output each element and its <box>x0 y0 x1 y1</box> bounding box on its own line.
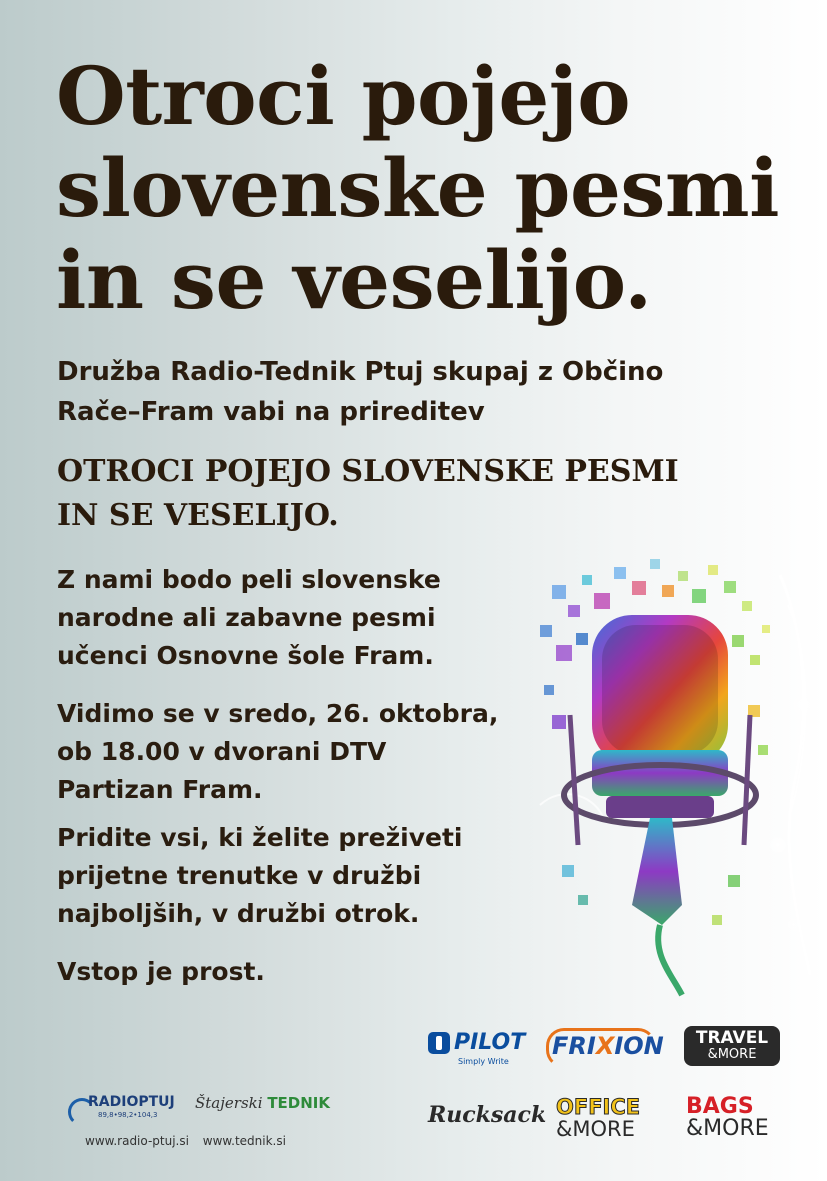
frixion-x: X <box>595 1032 615 1060</box>
paragraph-line: narodne ali zabavne pesmi <box>57 603 436 632</box>
intro-text <box>57 352 663 432</box>
paragraph-line: učenci Osnovne šole Fram. <box>57 641 434 670</box>
date-venue-paragraph <box>57 695 498 809</box>
paragraph-line: prijetne trenutke v družbi <box>57 861 422 890</box>
intro-line: Rače–Fram vabi na prireditev <box>57 397 485 427</box>
paragraph-line: Partizan Fram. <box>57 775 263 804</box>
paragraph-line: Z nami bodo peli slovenske <box>57 565 441 594</box>
subhead-line: OTROCI POJEJO SLOVENSKE PESMI <box>57 454 679 489</box>
radio-frequencies: 89,8•98,2•104,3 <box>98 1111 158 1119</box>
free-entry-paragraph <box>57 953 265 991</box>
stajerski-tednik-logo <box>195 1094 330 1112</box>
paper-name-bold: TEDNIK <box>267 1094 331 1112</box>
subhead-line: IN SE VESELIJO. <box>57 498 339 533</box>
office-line: &MORE <box>556 1117 635 1141</box>
frixion-text: ION <box>614 1032 664 1060</box>
website-links <box>85 1134 296 1148</box>
microphone-illustration <box>532 545 822 1000</box>
frixion-logo <box>552 1032 664 1060</box>
bags-more-logo <box>686 1096 769 1140</box>
bags-line: &MORE <box>686 1116 769 1141</box>
office-more-logo <box>556 1096 640 1140</box>
title-line: Otroci pojejo <box>56 49 631 143</box>
tednik-url-link[interactable]: www.tednik.si <box>202 1134 286 1148</box>
pilot-name: PILOT <box>454 1030 526 1055</box>
performers-paragraph <box>57 561 441 675</box>
paragraph-line: Vidimo se v sredo, 26. oktobra, <box>57 699 499 728</box>
travel-line: &MORE <box>707 1047 757 1062</box>
radio-url-link[interactable]: www.radio-ptuj.si <box>85 1134 189 1148</box>
paragraph-line: Vstop je prost. <box>57 957 265 986</box>
paper-name-italic: Štajerski <box>195 1094 263 1112</box>
bags-line: BAGS <box>686 1094 754 1119</box>
paragraph-line: ob 18.00 v dvorani DTV <box>57 737 387 766</box>
paragraph-line: najboljših, v družbi otrok. <box>57 899 420 928</box>
travel-more-logo <box>684 1026 780 1066</box>
frixion-text: FRI <box>552 1032 596 1060</box>
title-line: slovenske pesmi <box>56 141 779 235</box>
poster-title <box>56 50 779 326</box>
invitation-paragraph <box>57 819 462 933</box>
intro-line: Družba Radio-Tednik Ptuj skupaj z Občino <box>57 357 664 387</box>
pilot-mark-icon <box>428 1032 450 1054</box>
rucksack-logo: Rucksack <box>428 1102 547 1128</box>
travel-line: TRAVEL <box>695 1028 769 1048</box>
office-line: OFFICE <box>556 1095 641 1119</box>
frixion-ring-icon <box>546 1028 656 1068</box>
title-line: in se veselijo. <box>56 233 652 327</box>
organizer-footer <box>68 1092 348 1162</box>
sponsor-logos <box>420 1020 820 1170</box>
radio-name: RADIOPTUJ <box>88 1094 175 1110</box>
paragraph-line: Pridite vsi, ki želite preživeti <box>57 823 463 852</box>
pilot-tagline: Simply Write <box>458 1057 509 1066</box>
event-name-heading <box>57 450 679 538</box>
